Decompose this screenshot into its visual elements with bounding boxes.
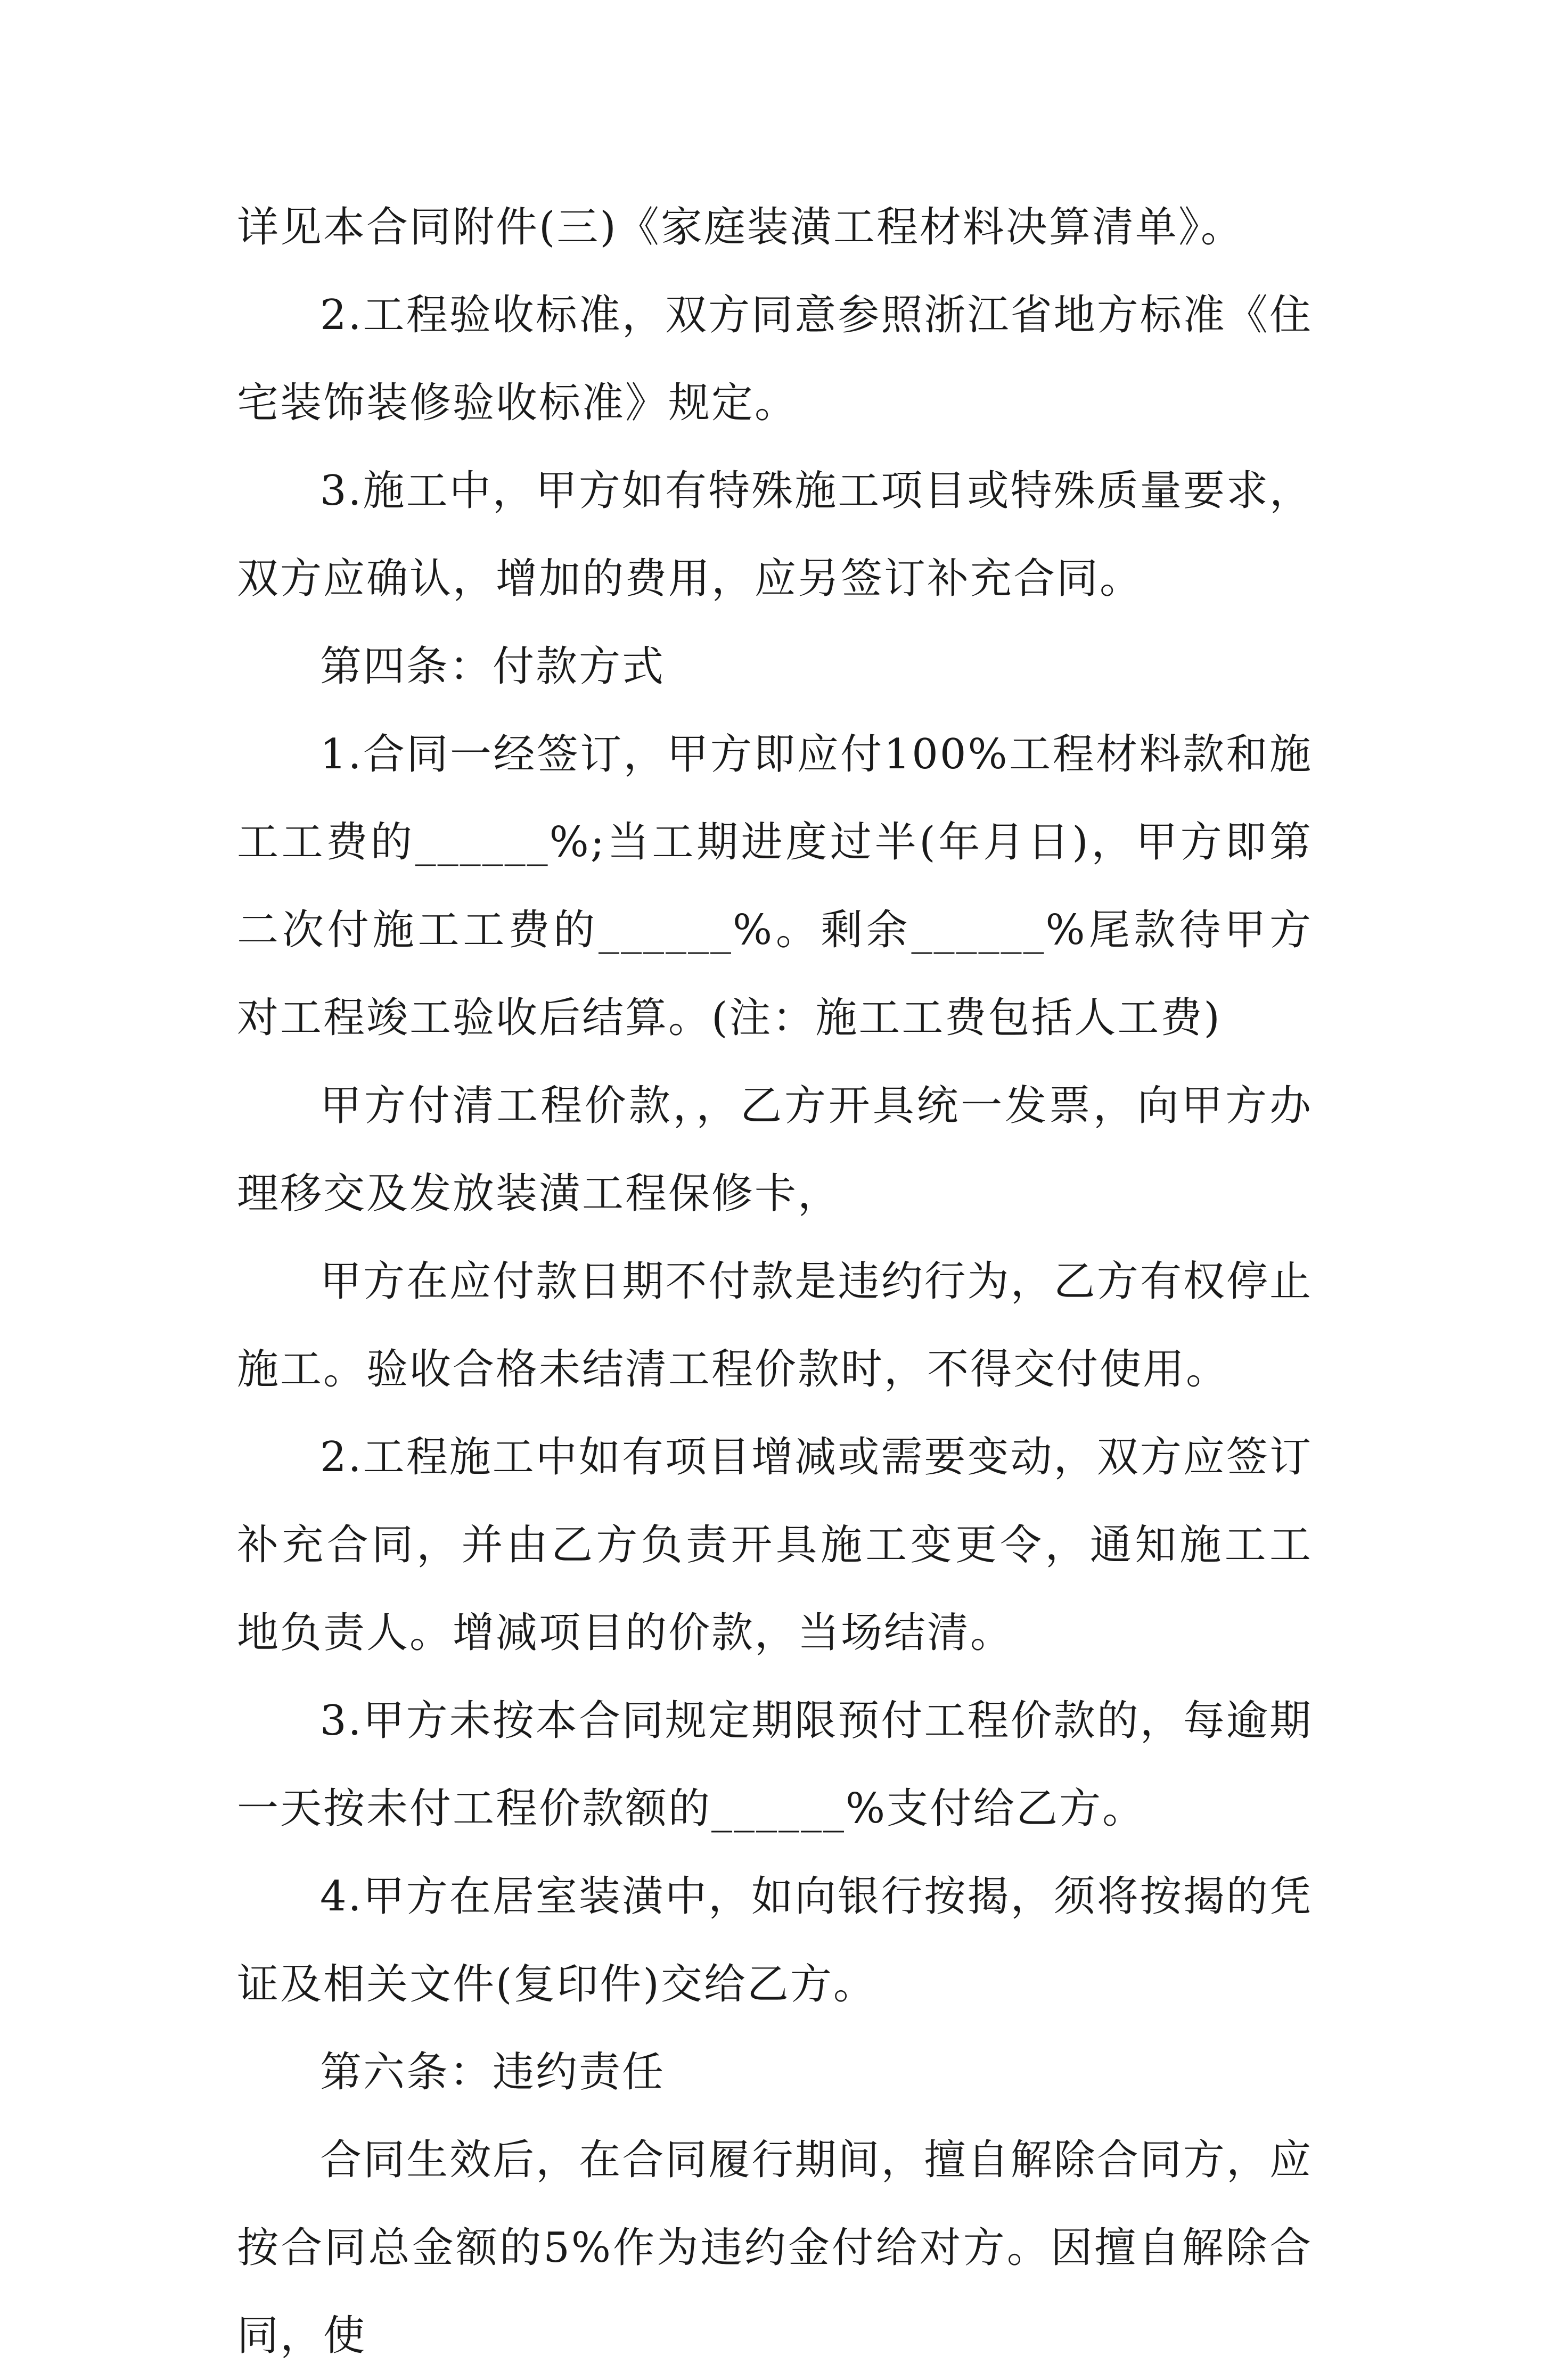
document-body (237, 184, 1313, 2380)
heading-article-4: 第四条：付款方式 (320, 643, 666, 691)
heading-article-6: 第六条：违约责任 (320, 2048, 666, 2096)
paragraph-breach-liability: 合同生效后，在合同履行期间，擅自解除合同方，应按合同总金额的5%作为违约金付给对方。因擅自解除合同，使 (237, 2136, 1313, 2360)
paragraph-special-requirements: 3.施工中，甲方如有特殊施工项目或特殊质量要求，双方应确认，增加的费用，应另签订补充合同。 (237, 467, 1313, 603)
paragraph-invoice-handover: 甲方付清工程价款，，乙方开具统一发票，向甲方办理移交及发放装潢工程保修卡， (237, 1082, 1313, 1218)
paragraph-mortgage-documents: 4.甲方在居室装潢中，如向银行按揭，须将按揭的凭证及相关文件(复印件)交给乙方。 (237, 1873, 1313, 2008)
paragraph-change-orders: 2.工程施工中如有项目增减或需要变动，双方应签订补充合同，并由乙方负责开具施工变更令，通知施工工地负责人。增减项目的价款，当场结清。 (237, 1433, 1313, 1657)
paragraph-materials-list: 详见本合同附件(三)《家庭装潢工程材料决算清单》。 (237, 203, 1244, 251)
paragraph-payment-schedule: 1.合同一经签订，甲方即应付100%工程材料款和施工工费的______%;当工期进度过半(年月日)，甲方即第二次付施工工费的______%。剩余______%尾款待甲方对工程竣工验收后结算。(注：施工工费包括人工费) (237, 731, 1313, 1042)
paragraph-overdue-penalty: 3.甲方未按本合同规定期限预付工程价款的，每逾期一天按未付工程价款额的______%支付给乙方。 (237, 1697, 1313, 1833)
paragraph-late-payment: 甲方在应付款日期不付款是违约行为，乙方有权停止施工。验收合格未结清工程价款时，不得交付使用。 (237, 1258, 1313, 1393)
paragraph-acceptance-standard: 2.工程验收标准，双方同意参照浙江省地方标准《住宅装饰装修验收标准》规定。 (237, 291, 1313, 427)
